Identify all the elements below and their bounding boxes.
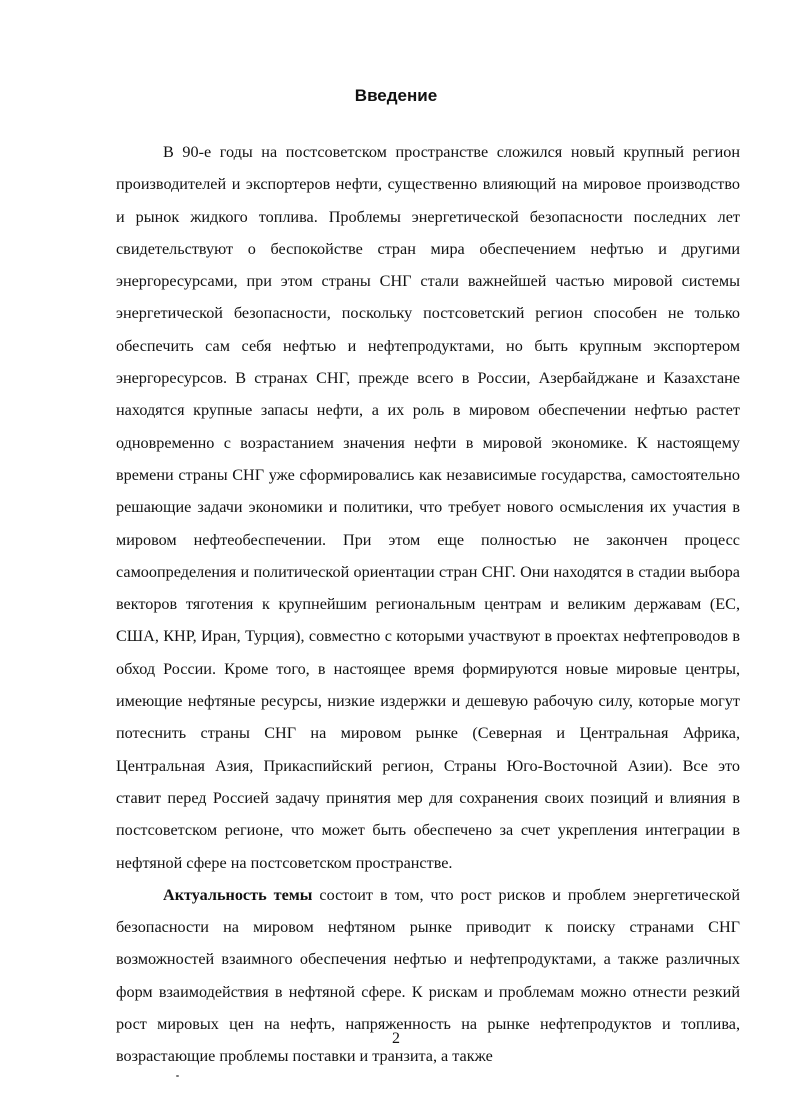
paragraph-introduction: В 90-е годы на постсоветском пространстве сложился новый крупный регион производителей и экспортеров нефти, существенно влияющий на мировое производство и рынок жидкого топлива. Проблемы энергетической безопасности последних лет свидетельствуют о беспокойстве стран мира обеспечением нефтью и другими энергоресурсами, при этом страны СНГ стали важнейшей частью мировой системы энергетической безопасности, поскольку постсоветский регион способен не только обеспечить сам себя нефтью и нефтепродуктами, но быть крупным экспортером энергоресурсов. В странах СНГ, прежде всего в России, Азербайджане и Казахстане находятся крупные запасы нефти, а их роль в мировом обеспечении нефтью растет одновременно с возрастанием значения нефти в мировой экономике. К настоящему времени страны СНГ уже сформировались как независимые государства, самостоятельно решающие задачи экономики и политики, что требует нового осмысления их участия в мировом нефтеобеспечении. При этом еще полностью не закончен процесс самоопределения и политической ориентации стран СНГ. Они находятся в стадии выбора векторов тяготения к крупнейшим региональным центрам и великим державам (ЕС, США, КНР, Иран, Турция), совместно с которыми участвуют в проектах нефтепроводов в обход России. Кроме того, в настоящее время формируются новые мировые центры, имеющие нефтяные ресурсы, низкие издержки и дешевую рабочую силу, которые могут потеснить страны СНГ на мировом рынке (Северная и Центральная Африка, Центральная Азия, Прикаспийский регион, Страны Юго-Восточной Азии). Все это ставит перед Россией задачу принятия мер для сохранения своих позиций и влияния в постсоветском регионе, что может быть обеспечено за счет укрепления интеграции в нефтяной сфере на постсоветском пространстве. xyxy=(116,143,740,872)
relevance-lead: Актуальность темы xyxy=(163,885,313,904)
page-number: 2 xyxy=(392,1030,400,1047)
relevance-text: состоит в том, что рост рисков и проблем энергетической безопасности на мировом нефтяном рынке приводит к поиску странами СНГ возможностей взаимного обеспечения нефтью и нефтепродуктами, а также различных форм взаимодействия в нефтяной сфере. К рискам и проблемам можно отнести резкий рост мировых цен на нефть, напряженность на рынке нефтепродуктов и топлива, возрастающие проблемы поставки и транзита, а также xyxy=(116,885,740,1066)
page-title: Введение xyxy=(354,86,438,105)
scan-speck xyxy=(176,1075,179,1077)
body-text xyxy=(116,136,740,1073)
